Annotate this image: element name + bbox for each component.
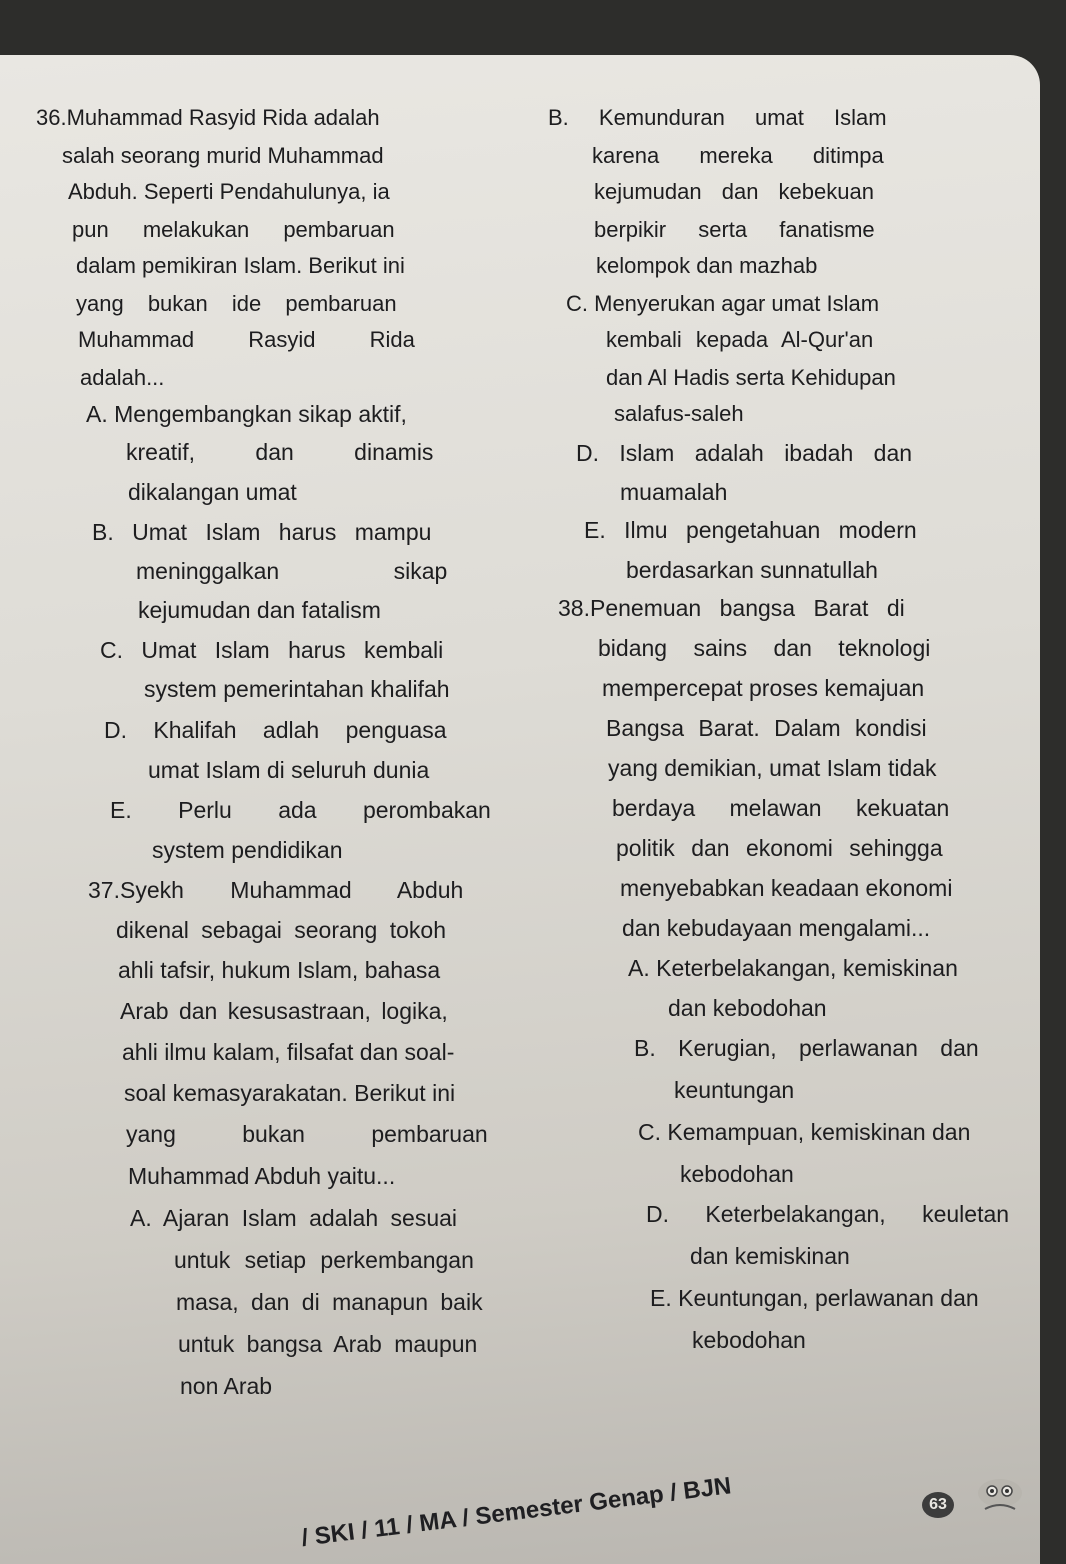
right-line: karena mereka ditimpa	[592, 143, 884, 168]
left-line: untuk bangsa Arab maupun	[178, 1331, 478, 1357]
mascot-icon	[975, 1475, 1025, 1515]
right-line: E. Keuntungan, perlawanan dan	[650, 1285, 979, 1311]
right-line: C. Kemampuan, kemiskinan dan	[638, 1119, 971, 1145]
right-line: yang demikian, umat Islam tidak	[608, 755, 937, 781]
left-line: pun melakukan pembaruan	[72, 217, 395, 242]
left-line: masa, dan di manapun baik	[176, 1289, 483, 1315]
right-line: kembali kepada Al-Qur'an	[606, 327, 874, 352]
right-line: kebodohan	[680, 1161, 794, 1187]
page-number: 63	[922, 1492, 954, 1518]
right-line: kebodohan	[692, 1327, 806, 1353]
left-line: system pendidikan	[152, 837, 343, 863]
right-line: mempercepat proses kemajuan	[602, 675, 925, 701]
left-line: dikenal sebagai seorang tokoh	[116, 917, 447, 943]
left-line: 37.Syekh Muhammad Abduh	[88, 877, 464, 903]
right-line: dan kemiskinan	[690, 1243, 850, 1269]
right-line: menyebabkan keadaan ekonomi	[620, 875, 953, 901]
left-line: adalah...	[80, 365, 165, 390]
right-line: berpikir serta fanatisme	[594, 217, 875, 242]
right-line: dan Al Hadis serta Kehidupan	[606, 365, 896, 390]
right-line: Bangsa Barat. Dalam kondisi	[606, 715, 927, 741]
right-line: B. Kemunduran umat Islam	[548, 105, 887, 130]
right-line: salafus-saleh	[614, 401, 744, 426]
right-line: A. Keterbelakangan, kemiskinan	[628, 955, 958, 981]
right-line: berdasarkan sunnatullah	[626, 557, 878, 583]
left-line: E. Perlu ada perombakan	[110, 797, 491, 823]
right-line: C. Menyerukan agar umat Islam	[566, 291, 880, 316]
left-line: meninggalkan sikap	[136, 558, 448, 584]
right-line: kelompok dan mazhab	[596, 253, 818, 278]
left-line: Muhammad Abduh yaitu...	[128, 1163, 396, 1189]
left-line: salah seorang murid Muhammad	[62, 143, 384, 168]
right-line: keuntungan	[674, 1077, 795, 1103]
left-line: yang bukan pembaruan	[126, 1121, 488, 1147]
right-line: 38.Penemuan bangsa Barat di	[558, 595, 905, 621]
left-line: yang bukan ide pembaruan	[76, 291, 397, 316]
mascot-icon	[90, 1560, 150, 1564]
left-line: non Arab	[180, 1373, 273, 1399]
left-line: A. Ajaran Islam adalah sesuai	[130, 1205, 458, 1231]
left-line: kejumudan dan fatalism	[138, 597, 381, 623]
left-line: ahli tafsir, hukum Islam, bahasa	[118, 957, 441, 983]
right-line: berdaya melawan kekuatan	[612, 795, 950, 821]
left-line: A. Mengembangkan sikap aktif,	[86, 401, 407, 427]
left-line: Arab dan kesusastraan, logika,	[120, 998, 448, 1024]
right-line: dan kebodohan	[668, 995, 827, 1021]
right-line: E. Ilmu pengetahuan modern	[584, 517, 917, 543]
left-line: system pemerintahan khalifah	[144, 676, 450, 702]
left-line: C. Umat Islam harus kembali	[100, 637, 444, 663]
left-line: Abduh. Seperti Pendahulunya, ia	[68, 179, 390, 204]
right-line: D. Keterbelakangan, keuletan	[646, 1201, 1010, 1227]
right-line: muamalah	[620, 479, 728, 505]
left-line: umat Islam di seluruh dunia	[148, 757, 430, 783]
worksheet-page	[0, 55, 1040, 1564]
left-line: ahli ilmu kalam, filsafat dan soal-	[122, 1039, 455, 1065]
right-line: bidang sains dan teknologi	[598, 635, 931, 661]
left-line: Muhammad Rasyid Rida	[78, 327, 415, 352]
left-line: D. Khalifah adlah penguasa	[104, 717, 447, 743]
left-line: 36.Muhammad Rasyid Rida adalah	[36, 105, 380, 130]
right-line: D. Islam adalah ibadah dan	[576, 440, 913, 466]
left-line: kreatif, dan dinamis	[126, 439, 434, 465]
left-line: B. Umat Islam harus mampu	[92, 519, 432, 545]
footer-label: / SKI / 11 / MA / Semester Genap / BJN	[300, 1472, 733, 1552]
left-line: untuk setiap perkembangan	[174, 1247, 474, 1273]
right-line: B. Kerugian, perlawanan dan	[634, 1035, 979, 1061]
left-line: soal kemasyarakatan. Berikut ini	[124, 1080, 456, 1106]
left-line: dalam pemikiran Islam. Berikut ini	[76, 253, 405, 278]
right-line: dan kebudayaan mengalami...	[622, 915, 931, 941]
left-line: dikalangan umat	[128, 479, 297, 505]
right-line: kejumudan dan kebekuan	[594, 179, 874, 204]
right-line: politik dan ekonomi sehingga	[616, 835, 943, 861]
